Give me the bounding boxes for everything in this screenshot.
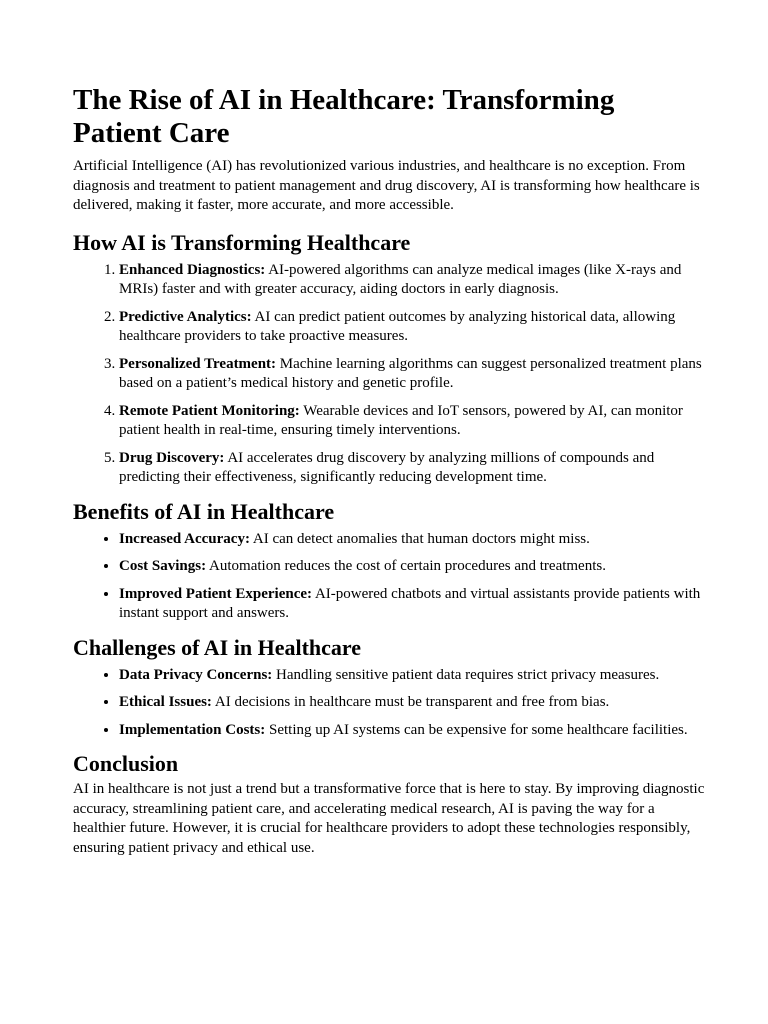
item-term: Cost Savings: xyxy=(119,558,207,574)
item-term: Predictive Analytics: xyxy=(119,308,252,325)
item-text: AI can detect anomalies that human doctors might miss. xyxy=(249,530,590,547)
item-text: AI can predict patient outcomes by analyzing historical data, allowing healthcare providers to take proactive measures. xyxy=(119,308,676,344)
list-item xyxy=(119,585,708,624)
benefits-heading: Benefits of AI in Healthcare xyxy=(73,498,335,524)
item-text: AI-powered chatbots and virtual assistants provide patients with instant support and answers. xyxy=(119,585,701,621)
item-text: AI accelerates drug discovery by analyzing millions of compounds and predicting their effectiveness, significantly reducing development time. xyxy=(119,449,655,485)
benefits-section xyxy=(73,499,708,624)
list-item xyxy=(119,449,708,488)
item-text: Automation reduces the cost of certain procedures and treatments. xyxy=(206,558,606,574)
transforming-heading: How AI is Transforming Healthcare xyxy=(73,229,411,255)
list-item xyxy=(119,530,708,550)
item-text: AI-powered algorithms can analyze medical images (like X-rays and MRIs) faster and with greater accuracy, aiding doctors in early diagnosis. xyxy=(119,261,682,297)
challenges-heading: Challenges of AI in Healthcare xyxy=(73,634,362,660)
transforming-section xyxy=(73,230,708,488)
item-term: Data Privacy Concerns: xyxy=(119,666,273,683)
conclusion-paragraph: AI in healthcare is not just a trend but a transformative force that is here to stay. By improving diagnostic accuracy, streamlining patient care, and accelerating medical research, AI is paving the way for a healthier future. However, it is crucial for healthcare providers to adopt these technologies responsibly, ensuring patient privacy and ethical use. xyxy=(73,781,705,856)
challenges-section xyxy=(73,635,708,741)
item-term: Ethical Issues: xyxy=(119,694,212,710)
item-text: Machine learning algorithms can suggest personalized treatment plans based on a patient’s medical history and genetic profile. xyxy=(119,355,702,391)
transforming-list xyxy=(73,261,708,488)
list-item xyxy=(119,721,708,741)
item-text: Wearable devices and IoT sensors, powered by AI, can monitor patient health in real-time, ensuring timely interventions. xyxy=(119,402,683,438)
item-term: Increased Accuracy: xyxy=(119,530,250,547)
item-term: Remote Patient Monitoring: xyxy=(119,402,300,419)
item-term: Drug Discovery: xyxy=(119,449,225,466)
item-term: Improved Patient Experience: xyxy=(119,585,313,602)
item-term: Personalized Treatment: xyxy=(119,355,277,372)
item-text: AI decisions in healthcare must be transparent and free from bias. xyxy=(211,694,610,710)
conclusion-heading: Conclusion xyxy=(73,751,179,776)
list-item xyxy=(119,557,708,577)
list-item xyxy=(119,402,708,441)
conclusion-section xyxy=(73,751,708,858)
list-item xyxy=(119,693,708,713)
item-text: Handling sensitive patient data requires strict privacy measures. xyxy=(272,666,660,683)
intro-paragraph: Artificial Intelligence (AI) has revolutionized various industries, and healthcare is no exception. From diagnosis and treatment to patient management and drug discovery, AI is transforming how healthcare is delivered, making it faster, more accurate, and more accessible. xyxy=(73,158,700,213)
item-text: Setting up AI systems can be expensive for some healthcare facilities. xyxy=(265,721,688,738)
benefits-list xyxy=(73,530,708,624)
page-title: The Rise of AI in Healthcare: Transforming Patient Care xyxy=(73,84,615,149)
item-term: Implementation Costs: xyxy=(119,721,266,738)
list-item xyxy=(119,666,708,686)
list-item xyxy=(119,261,708,300)
list-item xyxy=(119,308,708,347)
challenges-list xyxy=(73,666,708,741)
list-item xyxy=(119,355,708,394)
item-term: Enhanced Diagnostics: xyxy=(119,261,266,278)
